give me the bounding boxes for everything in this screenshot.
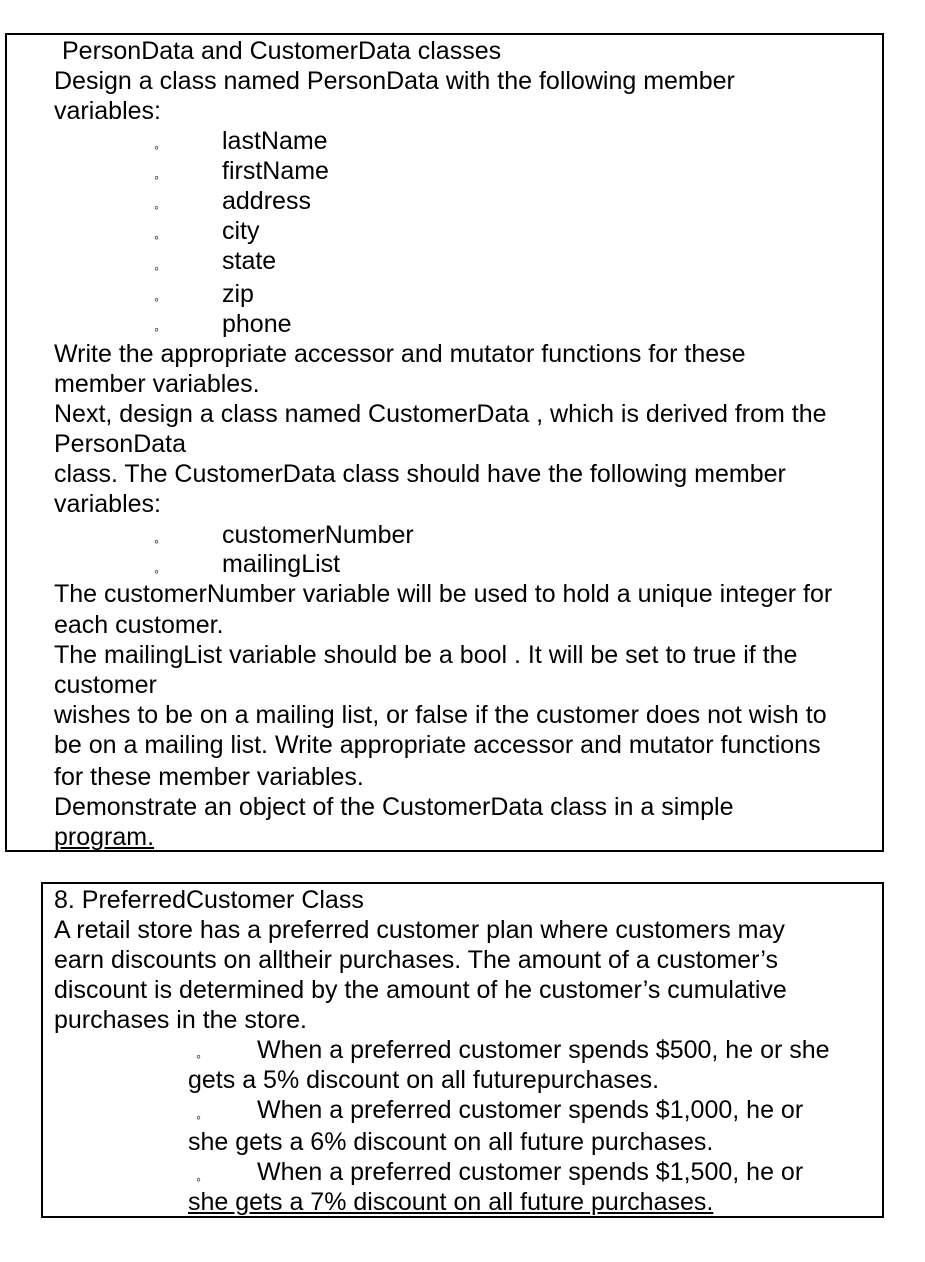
bullet-icon: ◦ <box>154 260 159 276</box>
bullet-icon: ◦ <box>154 229 159 245</box>
bullet-icon: ◦ <box>154 169 159 185</box>
customer-number-line-2: each customer. <box>54 611 224 639</box>
var-mailinglist: mailingList <box>222 550 341 578</box>
var-zip: zip <box>222 280 254 308</box>
var-lastname: lastName <box>222 127 328 155</box>
customer-number-line-1: The customerNumber variable will be used to hold a unique integer for <box>54 580 833 608</box>
pc-intro-line-3: discount is determined by the amount of he customer’s cumulative <box>54 976 787 1004</box>
next-line-4: variables: <box>54 490 161 518</box>
var-address: address <box>222 187 311 215</box>
demo-line-1: Demonstrate an object of the CustomerData class in a simple <box>54 793 734 821</box>
bullet-icon: ◦ <box>154 321 159 337</box>
demo-line-2: program. <box>54 823 155 851</box>
mailing-line-1: The mailingList variable should be a bool . It will be set to true if the <box>54 641 798 669</box>
rule-1500-line-1: When a preferred customer spends $1,500, he or <box>257 1158 804 1186</box>
var-state: state <box>222 247 277 275</box>
pc-intro-line-1: A retail store has a preferred customer plan where customers may <box>54 916 785 944</box>
next-line-2: PersonData <box>54 430 187 458</box>
pc-intro-line-4: purchases in the store. <box>54 1006 307 1034</box>
intro-line-2: variables: <box>54 97 161 125</box>
rule-1500-line-2: she gets a 7% discount on all future purchases. <box>188 1188 714 1216</box>
mailing-line-5: for these member variables. <box>54 763 364 791</box>
next-line-1: Next, design a class named CustomerData , which is derived from the <box>54 400 827 428</box>
var-phone: phone <box>222 310 292 338</box>
intro-line-1: Design a class named PersonData with the following member <box>54 67 735 95</box>
rule-1000-line-2: she gets a 6% discount on all future purchases. <box>188 1128 714 1156</box>
accessor-line-2: member variables. <box>54 370 260 398</box>
bullet-icon: ◦ <box>196 1171 201 1187</box>
bullet-icon: ◦ <box>154 533 159 549</box>
bullet-icon: ◦ <box>154 563 159 579</box>
mailing-line-3: wishes to be on a mailing list, or false if the customer does not wish to <box>54 701 827 729</box>
var-firstname: firstName <box>222 157 329 185</box>
section2-title: 8. PreferredCustomer Class <box>54 886 364 914</box>
var-city: city <box>222 217 260 245</box>
mailing-line-4: be on a mailing list. Write appropriate accessor and mutator functions <box>54 731 821 759</box>
bullet-icon: ◦ <box>154 139 159 155</box>
bullet-icon: ◦ <box>154 199 159 215</box>
mailing-line-2: customer <box>54 671 157 699</box>
bullet-icon: ◦ <box>154 291 159 307</box>
rule-1000-line-1: When a preferred customer spends $1,000, he or <box>257 1096 804 1124</box>
bullet-icon: ◦ <box>196 1048 201 1064</box>
next-line-3: class. The CustomerData class should have the following member <box>54 460 786 488</box>
section1-title: PersonData and CustomerData classes <box>62 37 502 65</box>
rule-500-line-1: When a preferred customer spends $500, he or she <box>257 1036 830 1064</box>
rule-500-line-2: gets a 5% discount on all futurepurchases. <box>188 1066 660 1094</box>
pc-intro-line-2: earn discounts on alltheir purchases. The amount of a customer’s <box>54 946 779 974</box>
var-customernumber: customerNumber <box>222 521 414 549</box>
accessor-line-1: Write the appropriate accessor and mutator functions for these <box>54 340 746 368</box>
bullet-icon: ◦ <box>196 1109 201 1125</box>
